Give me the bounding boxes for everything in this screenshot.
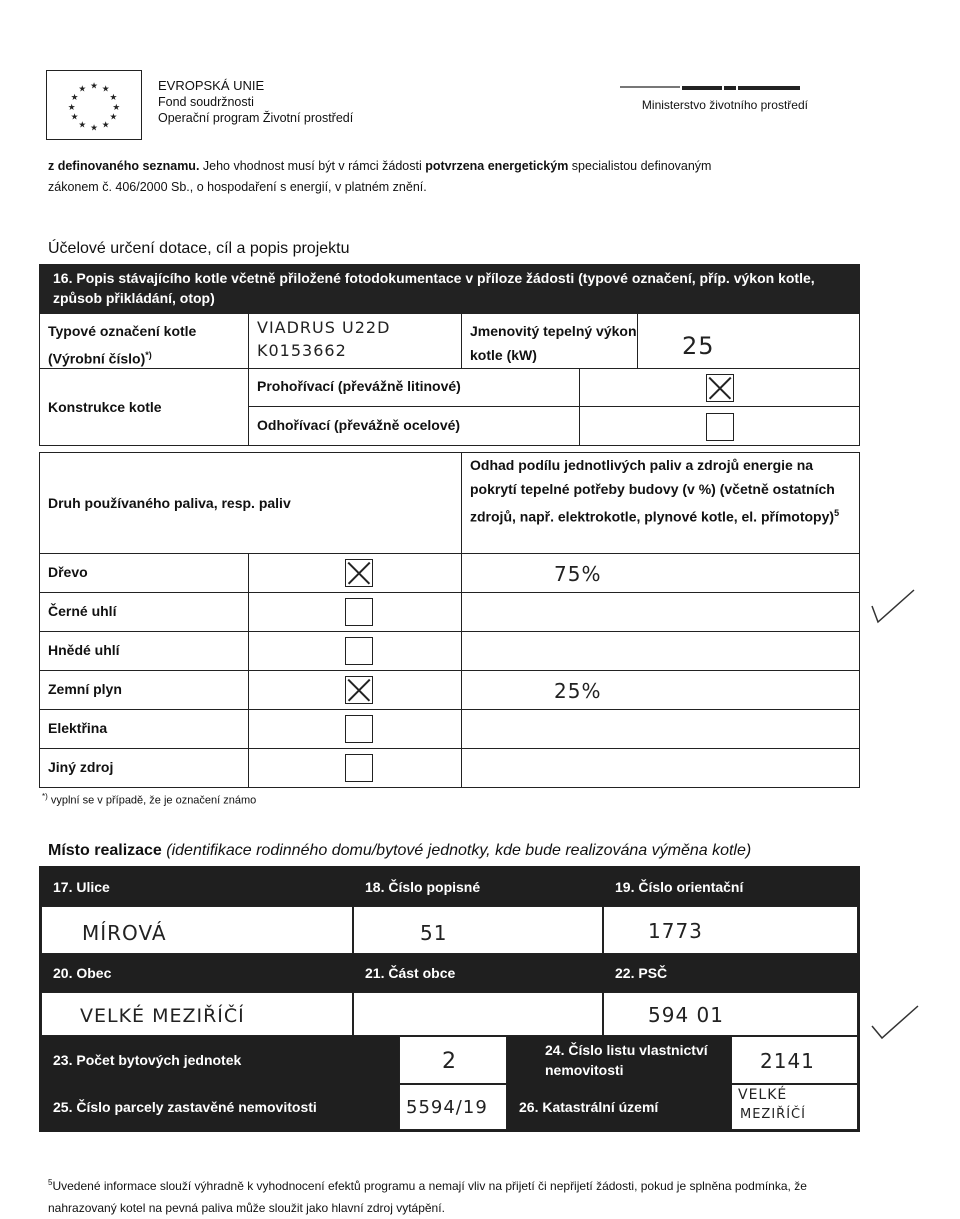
svg-text:★: ★: [67, 102, 76, 113]
svg-text:★: ★: [90, 123, 98, 134]
type-label-cell: Typové označení kotle (Výrobní číslo)*): [39, 313, 249, 369]
power-label: Jmenovitý tepelný výkon kotle (kW): [470, 323, 637, 363]
fuel-label-cell: [39, 452, 462, 554]
cast-label: 21. Část obce: [353, 954, 603, 992]
street-label: 17. Ulice: [41, 868, 353, 906]
power-label-cell: [461, 313, 638, 369]
construction-opt1-check-cell: [579, 368, 860, 407]
svg-text:★: ★: [78, 84, 87, 95]
footnote-type: *) vyplní se v případě, že je označení známo: [42, 792, 257, 807]
fuel-share-value: 75%: [554, 562, 602, 586]
street-value: MÍROVÁ: [82, 921, 167, 945]
section-title-location: Místo realizace (identifikace rodinného domu/bytové jednotky, kde bude realizována výměna kotle): [48, 842, 752, 859]
fuel-checkbox[interactable]: [345, 637, 373, 665]
power-value: 25: [682, 332, 715, 360]
fuel-row-share-cell[interactable]: [461, 670, 860, 710]
units-value-cell[interactable]: [399, 1036, 507, 1084]
fuel-name: Jiný zdroj: [48, 759, 114, 775]
eu-line-1: EVROPSKÁ UNIE: [158, 78, 265, 93]
construction-opt1-label: Prohořívací (převážně litinové): [257, 378, 461, 394]
fuel-row-label-cell: [39, 709, 249, 749]
psc-value: 594 01: [648, 1003, 724, 1027]
fuel-row-check-cell: [248, 592, 462, 632]
fuel-row-check-cell: [248, 631, 462, 671]
fuel-name: Zemní plyn: [48, 681, 122, 697]
svg-text:★: ★: [101, 120, 110, 131]
fuel-row-check-cell: [248, 670, 462, 710]
co-label: 19. Číslo orientační: [603, 868, 858, 906]
fuel-name: Elektřina: [48, 720, 108, 736]
fuel-row-label-cell: [39, 670, 249, 710]
construction-opt2-checkbox[interactable]: [706, 413, 734, 441]
intro-text-2: specialistou definovaným: [568, 159, 712, 173]
section-title-purpose: Účelové určení dotace, cíl a popis projektu: [48, 240, 350, 257]
fuel-checkbox[interactable]: [345, 715, 373, 743]
fuel-row-share-cell[interactable]: [461, 748, 860, 788]
ministry-logo-bars: [620, 86, 810, 92]
construction-opt2-cell: [248, 406, 580, 446]
svg-text:★: ★: [109, 112, 118, 123]
eu-flag-logo: [46, 70, 142, 140]
construction-opt2-check-cell: [579, 406, 860, 446]
construction-label: Konstrukce kotle: [48, 399, 162, 415]
fuel-row-label-cell: [39, 748, 249, 788]
street-value-cell[interactable]: [41, 906, 353, 954]
fuel-row-share-cell[interactable]: [461, 709, 860, 749]
svg-text:★: ★: [112, 102, 121, 113]
svg-text:★: ★: [70, 112, 79, 123]
psc-label: 22. PSČ: [603, 954, 858, 992]
type-value-cell[interactable]: [248, 313, 462, 369]
construction-opt2-label: Odhořívací (převážně ocelové): [257, 417, 461, 433]
intro-text-1: Jeho vhodnost musí být v rámci žádosti: [199, 159, 426, 173]
fuel-checkbox[interactable]: [345, 676, 373, 704]
cp-value-cell[interactable]: [353, 906, 603, 954]
fuel-row-share-cell[interactable]: [461, 553, 860, 593]
svg-text:★: ★: [90, 81, 98, 92]
fuel-row-check-cell: [248, 553, 462, 593]
units-label: 23. Počet bytových jednotek: [41, 1036, 399, 1084]
estimate-label-cell: Odhad podílu jednotlivých paliv a zdrojů energie na pokrytí tepelné potřeby budovy (v %) (včetně ostatních zdrojů, např. elektrokotle, plynové kotle, el. přímotopy)$^5$: [461, 452, 860, 554]
svg-text:★: ★: [101, 84, 110, 95]
footnote-5: $^5$Uvedené informace slouží výhradně k vyhodnocení efektů programu a nemají vliv na přijetí či nepřijetí žádosti, pokud je splněna podmínka, že nahrazovaný kotel na pevná paliva může sloužit jako hlavní zdroj vytápění.: [48, 1178, 807, 1215]
type-label: Typové označení kotle (Výrobní číslo): [48, 323, 197, 367]
lv-label: 24. Číslo listu vlastnictví nemovitosti: [507, 1036, 731, 1084]
fuel-row-label-cell: [39, 631, 249, 671]
intro-line-2: zákonem č. 406/2000 Sb., o hospodaření s energií, v platném znění.: [48, 180, 427, 194]
check-mark-1: [868, 586, 918, 626]
psc-value-cell[interactable]: [603, 992, 858, 1036]
boiler-description-header: 16. Popis stávajícího kotle včetně přiložené fotodokumentace v příloze žádosti (typové označení, příp. výkon kotle, způsob přikládání, otop): [39, 264, 860, 314]
construction-opt1-checkbox[interactable]: [706, 374, 734, 402]
fuel-name: Hnědé uhlí: [48, 642, 120, 658]
fuel-checkbox[interactable]: [345, 754, 373, 782]
ku-label: 26. Katastrální území: [507, 1084, 731, 1130]
eu-line-2: Fond soudržnosti: [158, 95, 254, 109]
intro-bold-1: z definovaného seznamu.: [48, 159, 200, 173]
lv-value-cell[interactable]: [731, 1036, 858, 1084]
fuel-checkbox[interactable]: [345, 598, 373, 626]
estimate-label: Odhad podílu jednotlivých paliv a zdrojů energie na pokrytí tepelné potřeby budovy (v %) (včetně ostatních zdrojů, např. elektrokotle, plynové kotle, el. přímotopy): [470, 457, 835, 525]
ku-value-2: MEZIŘÍČÍ: [740, 1107, 806, 1122]
construction-opt1-cell: [248, 368, 580, 407]
fuel-row-check-cell: [248, 748, 462, 788]
svg-text:★: ★: [70, 93, 79, 104]
ku-value-cell[interactable]: [731, 1084, 858, 1130]
eu-line-3: Operační program Životní prostředí: [158, 111, 354, 125]
power-value-cell[interactable]: [637, 313, 860, 369]
svg-text:★: ★: [109, 93, 118, 104]
co-value-cell[interactable]: [603, 906, 858, 954]
units-value: 2: [442, 1049, 457, 1074]
cast-value-cell[interactable]: [353, 992, 603, 1036]
fuel-name: Černé uhlí: [48, 603, 117, 619]
eu-text: [158, 78, 353, 126]
lv-value: 2141: [760, 1049, 815, 1073]
fuel-row-check-cell: [248, 709, 462, 749]
intro-bold-2: potvrzena energetickým: [425, 159, 569, 173]
obec-value: VELKÉ MEZIŘÍČÍ: [80, 1005, 245, 1027]
parcel-value: 5594/19: [406, 1097, 488, 1118]
parcel-label: 25. Číslo parcely zastavěné nemovitosti: [41, 1084, 399, 1130]
svg-text:★: ★: [78, 120, 87, 131]
ministry-name: Ministerstvo životního prostředí: [641, 98, 808, 112]
fuel-row-share-cell[interactable]: [461, 592, 860, 632]
fuel-row-label-cell: [39, 553, 249, 593]
parcel-value-cell[interactable]: [399, 1084, 507, 1130]
obec-label: 20. Obec: [41, 954, 353, 992]
check-mark-2: [870, 1002, 920, 1042]
fuel-row-share-cell[interactable]: [461, 631, 860, 671]
fuel-name: Dřevo: [48, 564, 88, 580]
obec-value-cell[interactable]: [41, 992, 353, 1036]
ku-value-1: VELKÉ: [738, 1087, 788, 1103]
cp-label: 18. Číslo popisné: [353, 868, 603, 906]
construction-label-cell: [39, 368, 249, 446]
fuel-checkbox[interactable]: [345, 559, 373, 587]
fuel-share-value: 25%: [554, 679, 602, 703]
fuel-row-label-cell: [39, 592, 249, 632]
fuel-label: Druh používaného paliva, resp. paliv: [48, 495, 291, 511]
cp-value: 51: [420, 921, 448, 945]
intro-text: [48, 156, 868, 198]
type-value-serial: K0153662: [257, 341, 347, 360]
co-value: 1773: [648, 919, 703, 943]
type-value-model: VIADRUS U22D: [257, 318, 391, 337]
